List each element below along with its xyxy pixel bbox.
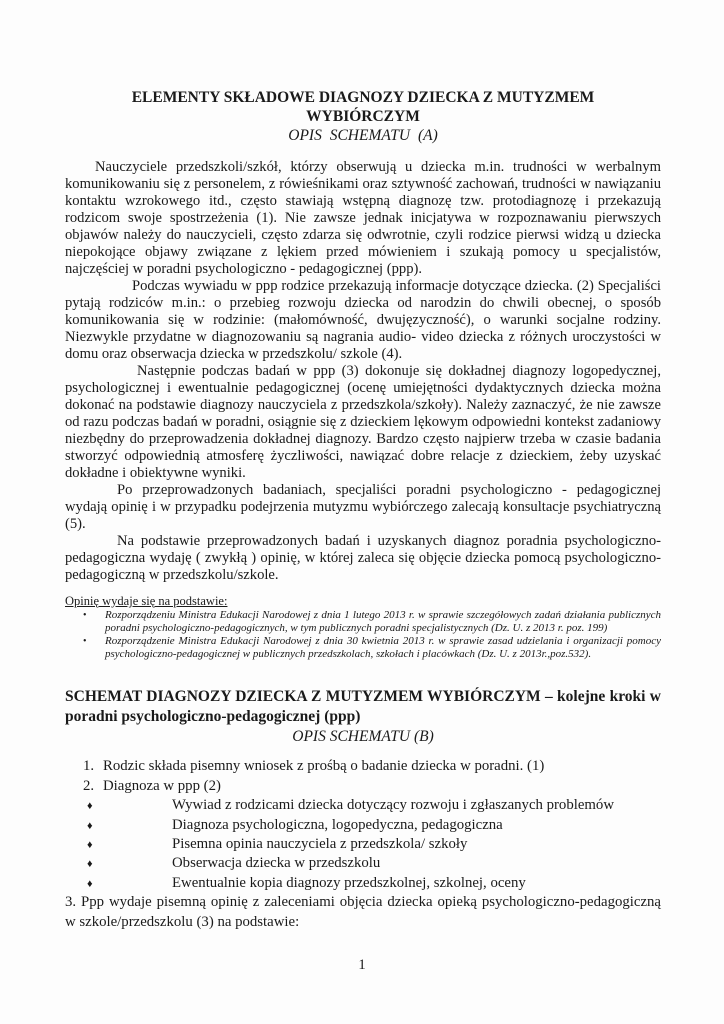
- list-item: [65, 854, 661, 873]
- section-b-list: [65, 757, 661, 932]
- diamond-bullet-icon: ♦: [87, 877, 93, 890]
- list-item-text: Wywiad z rodzicami dziecka dotyczący rozwoju i zgłaszanych problemów: [172, 797, 615, 814]
- list-item: [65, 874, 661, 893]
- document-content: [65, 88, 661, 932]
- section-a-subtitle: OPIS SCHEMATU (A): [288, 127, 438, 144]
- diamond-bullet-icon: ♦: [87, 800, 93, 813]
- footnotes-heading: Opinię wydaje się na podstawie:: [65, 594, 228, 608]
- section-b-subtitle: OPIS SCHEMATU (B): [292, 728, 434, 746]
- list-item-text: Rodzic składa pisemny wniosek z prośbą o badanie dziecka w poradni. (1): [103, 758, 545, 775]
- list-item: [65, 835, 661, 854]
- list-item: [65, 816, 661, 835]
- list-item: [65, 757, 661, 776]
- bullet-icon: •: [83, 609, 87, 621]
- list-item: [65, 777, 661, 796]
- footnote-item: [65, 635, 661, 661]
- bullet-icon: •: [83, 635, 87, 647]
- section-b-title: SCHEMAT DIAGNOZY DZIECKA Z MUTYZMEM WYBIÓRCZYM – kolejne kroki w poradni psychologiczno-pedagogicznej (ppp): [65, 688, 661, 726]
- footnote-text: Rozporządzeniu Ministra Edukacji Narodowej z dnia 1 lutego 2013 r. w sprawie szczegółowych zadań działania publicznych poradni psychologiczno-pedagogicznych, w tym publicznych poradni specjalistycznych (Dz. U. z 2013 r. poz. 199): [105, 608, 661, 634]
- list-item-text: Diagnoza w ppp (2): [103, 777, 221, 794]
- page-number: 1: [358, 957, 366, 973]
- list-item-text: Ewentualnie kopia diagnozy przedszkolnej, szkolnej, oceny: [172, 874, 526, 891]
- paragraph-1: Nauczyciele przedszkoli/szkół, którzy obserwują u dziecka m.in. trudności w werbalnym komunikowaniu się z personelem, z rówieśnikami oraz sztywność zachowań, trudności w nawiązaniu kontaktu wzrokowego itd., często stawiają wstępną diagnozę tzw. protodiagnozę i przekazują rodzicom swoje spostrzeżenia (1). Nie zawsze jednak inicjatywa w rozpoznawaniu pierwszych objawów należy do nauczycieli, często zdarza się odwrotnie, czyli rodzice pierwsi widzą u dziecka niepokojące objawy związane z lękiem przed mówieniem i szukają pomocy u specjalistów, najczęściej w poradni psychologiczno - pedagogicznej (ppp).: [65, 159, 661, 277]
- footnote-item: [65, 609, 661, 635]
- diamond-bullet-icon: ♦: [87, 838, 93, 851]
- paragraph-4: Po przeprowadzonych badaniach, specjaliści poradni psychologiczno - pedagogicznej wydają opinię i w przypadku podejrzenia mutyzmu wybiórczego zalecają konsultacje psychiatryczną (5).: [65, 482, 661, 532]
- list-item-text: Diagnoza psychologiczna, logopedyczna, pedagogiczna: [172, 816, 503, 833]
- list-item: [65, 796, 661, 815]
- paragraph-5: Na podstawie przeprowadzonych badań i uzyskanych diagnoz poradnia psychologiczno- pedagogiczna wydaję ( zwykłą ) opinię, w której zaleca się objęcie dziecka pomocą psychologiczno- pedagogiczną w przedszkolu/szkole.: [65, 533, 661, 583]
- paragraph-3: Następnie podczas badań w ppp (3) dokonuje się dokładnej diagnozy logopedycznej, psychologicznej i ewentualnie pedagogicznej (ocenę umiejętności dydaktycznych dziecka można dokonać na podstawie diagnozy nauczyciela z przedszkola/szkoły). Należy zaznaczyć, że nie zawsze od razu podczas badań w poradni, osiągnie się z dzieckiem lękowym odpowiedni kontekst zadaniowy niezbędny do przeprowadzenia dokładnej diagnozy. Bardzo często najpierw trzeba w czasie badania stworzyć odpowiednią atmosferę życzliwości, nawiązać dobre relacje z dzieckiem, żeby uzyskać dokładne i obiektywne wyniki.: [65, 363, 661, 481]
- list-number: 2.: [83, 777, 95, 794]
- paragraph-2: Podczas wywiadu w ppp rodzice przekazują informacje dotyczące dziecka. (2) Specjaliści pytają rodziców m.in.: o przebieg rozwoju dziecka od narodzin do chwili obecnej, o sposób komunikowania się w rodzinie: (małomówność, dwujęzyczność), o warunki socjalne rodziny. Niezwykle przydatne w diagnozowaniu są nagrania audio- video dziecka z różnych uroczystości w domu oraz obserwacja dziecka w przedszkolu/ szkole (4).: [65, 278, 661, 362]
- list-item-3: 3. Ppp wydaje pisemną opinię z zaleceniami objęcia dziecka opieką psychologiczno-pedagogiczną w szkole/przedszkolu (3) na podstawie:: [65, 894, 661, 930]
- footnote-text: Rozporządzenie Ministra Edukacji Narodowej z dnia 30 kwietnia 2013 r. w sprawie zasad udzielania i organizacji pomocy psychologiczno-pedagogicznej w publicznych przedszkolach, szkołach i placówkach (Dz. U. z 2013r.,poz.532).: [105, 634, 661, 661]
- footnotes-block: [65, 594, 661, 661]
- section-a-title: ELEMENTY SKŁADOWE DIAGNOZY DZIECKA Z MUTYZMEM WYBIÓRCZYM: [131, 89, 595, 125]
- list-item-text: Pisemna opinia nauczyciela z przedszkola/ szkoły: [172, 835, 468, 852]
- diamond-bullet-icon: ♦: [87, 858, 93, 871]
- list-item-text: Obserwacja dziecka w przedszkolu: [172, 855, 381, 872]
- diamond-bullet-icon: ♦: [87, 819, 93, 832]
- list-number: 1.: [83, 758, 95, 775]
